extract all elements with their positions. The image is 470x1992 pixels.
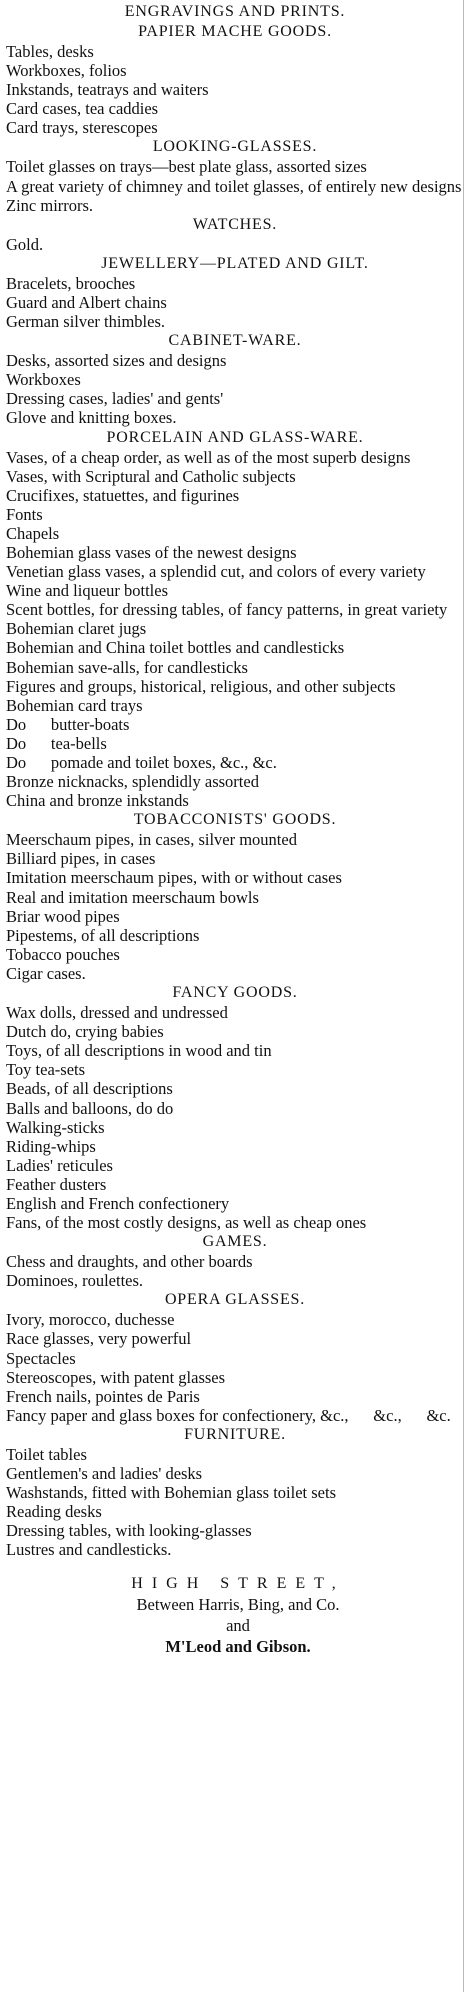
list-item: French nails, pointes de Paris xyxy=(6,1386,200,1406)
list-item: Inkstands, teatrays and waiters xyxy=(6,80,209,100)
list-item: Briar wood pipes xyxy=(6,906,120,926)
list-item: Do pomade and toilet boxes, &c., &c. xyxy=(6,753,277,772)
list-item: Guard and Albert chains xyxy=(6,292,167,312)
list-item: Glove and knitting boxes. xyxy=(6,408,177,428)
list-item: Vases, with Scriptural and Catholic subjects xyxy=(6,466,296,486)
list-item: Desks, assorted sizes and designs xyxy=(6,351,227,371)
list-item: Toilet glasses on trays—best plate glass, assorted sizes xyxy=(6,157,367,177)
section-heading: GAMES. xyxy=(202,1233,268,1251)
section-heading: OPERA GLASSES. xyxy=(164,1291,306,1309)
list-item: Bohemian glass vases of the newest designs xyxy=(6,542,297,562)
list-item: Crucifixes, statuettes, and figurines xyxy=(6,485,240,505)
list-item: Gold. xyxy=(6,234,44,254)
street-name: HIGH STREET, xyxy=(131,1575,345,1593)
section-heading: JEWELLERY—PLATED AND GILT. xyxy=(101,254,369,272)
list-item: Scent bottles, for dressing tables, of fancy patterns, in great variety xyxy=(6,600,448,620)
section-heading: WATCHES. xyxy=(192,215,278,233)
list-item: Chess and draughts, and other boards xyxy=(6,1252,253,1272)
address-line-and: and xyxy=(226,1616,250,1636)
list-item: Toilet tables xyxy=(6,1444,87,1464)
list-item: Do tea-bells xyxy=(6,733,107,753)
list-item: Bracelets, brooches xyxy=(6,273,136,293)
list-item: Washstands, fitted with Bohemian glass toilet sets xyxy=(6,1483,337,1503)
list-item: A great variety of chimney and toilet glasses, of entirely new designs xyxy=(6,176,462,196)
list-item: Bohemian and China toilet bottles and candlesticks xyxy=(6,638,345,658)
list-item: Fancy paper and glass boxes for confectionery, &c., &c., &c. xyxy=(6,1405,451,1425)
list-item: Bohemian card trays xyxy=(6,695,143,715)
list-item: Ladies' reticules xyxy=(6,1155,113,1175)
section-heading: PAPIER MACHE GOODS. xyxy=(138,23,332,40)
list-item: Dressing tables, with looking-glasses xyxy=(6,1521,252,1541)
list-item: Race glasses, very powerful xyxy=(6,1329,192,1349)
column-rule xyxy=(463,0,464,1992)
list-item: Beads, of all descriptions xyxy=(6,1079,173,1099)
list-item: Balls and balloons, do do xyxy=(6,1098,174,1118)
section-heading: LOOKING-GLASSES. xyxy=(152,138,318,156)
section-heading: ENGRAVINGS AND PRINTS. xyxy=(124,3,346,20)
list-item: Fans, of the most costly designs, as well as cheap ones xyxy=(6,1213,367,1233)
address-footer xyxy=(6,1573,470,1657)
list-item: Bohemian save-alls, for candlesticks xyxy=(6,657,248,677)
list-item: China and bronze inkstands xyxy=(6,791,189,811)
list-item: Tobacco pouches xyxy=(6,944,120,964)
list-item: English and French confectionery xyxy=(6,1193,230,1213)
list-item: Do butter-boats xyxy=(6,714,130,734)
list-item: Wine and liqueur bottles xyxy=(6,581,169,601)
list-item: Wax dolls, dressed and undressed xyxy=(6,1003,228,1023)
list-item: Chapels xyxy=(6,523,60,543)
list-item: Bohemian claret jugs xyxy=(6,619,147,639)
list-item: Vases, of a cheap order, as well as of the most superb designs xyxy=(6,447,411,467)
list-item: Bronze nicknacks, splendidly assorted xyxy=(6,772,259,792)
list-item: Riding-whips xyxy=(6,1136,96,1156)
section-heading: CABINET-WARE. xyxy=(168,332,302,350)
section-heading: TOBACCONISTS' GOODS. xyxy=(133,811,337,829)
list-item: Cigar cases. xyxy=(6,963,86,983)
list-item: Workboxes, folios xyxy=(6,61,127,81)
list-item: Imitation meerschaum pipes, with or without cases xyxy=(6,868,342,888)
list-item: Dominoes, roulettes. xyxy=(6,1271,144,1291)
list-item: Ivory, morocco, duchesse xyxy=(6,1310,175,1330)
list-item: Workboxes xyxy=(6,370,81,390)
address-line-between: Between Harris, Bing, and Co. xyxy=(136,1595,340,1615)
list-item: Pipestems, of all descriptions xyxy=(6,925,200,945)
list-item: Dressing cases, ladies' and gents' xyxy=(6,389,224,409)
list-item: Zinc mirrors. xyxy=(6,195,94,215)
list-item: Toys, of all descriptions in wood and tin xyxy=(6,1041,272,1061)
list-item: Venetian glass vases, a splendid cut, and colors of every variety xyxy=(6,562,426,582)
section-heading: PORCELAIN AND GLASS-WARE. xyxy=(106,428,364,446)
list-item: Card trays, sterescopes xyxy=(6,118,158,138)
address-line-neighbour: M'Leod and Gibson. xyxy=(165,1637,311,1657)
list-item: Stereoscopes, with patent glasses xyxy=(6,1367,226,1387)
list-item: Meerschaum pipes, in cases, silver mounted xyxy=(6,830,297,850)
section-heading: FANCY GOODS. xyxy=(172,984,298,1002)
list-item: Card cases, tea caddies xyxy=(6,99,159,119)
list-item: Feather dusters xyxy=(6,1174,107,1194)
list-item: Spectacles xyxy=(6,1348,76,1368)
goods-column xyxy=(6,2,464,1559)
list-item: Dutch do, crying babies xyxy=(6,1022,164,1042)
list-item: Real and imitation meerschaum bowls xyxy=(6,887,259,907)
section-heading: FURNITURE. xyxy=(184,1425,286,1443)
list-item: Reading desks xyxy=(6,1502,102,1522)
list-item: Gentlemen's and ladies' desks xyxy=(6,1464,203,1483)
list-item: Lustres and candlesticks. xyxy=(6,1540,172,1560)
list-item: Billiard pipes, in cases xyxy=(6,849,156,869)
list-item: Tables, desks xyxy=(6,42,94,61)
list-item: Figures and groups, historical, religious, and other subjects xyxy=(6,676,396,696)
list-item: Walking-sticks xyxy=(6,1117,105,1137)
list-item: Toy tea-sets xyxy=(6,1060,86,1080)
list-item: Fonts xyxy=(6,504,43,524)
list-item: German silver thimbles. xyxy=(6,312,166,332)
